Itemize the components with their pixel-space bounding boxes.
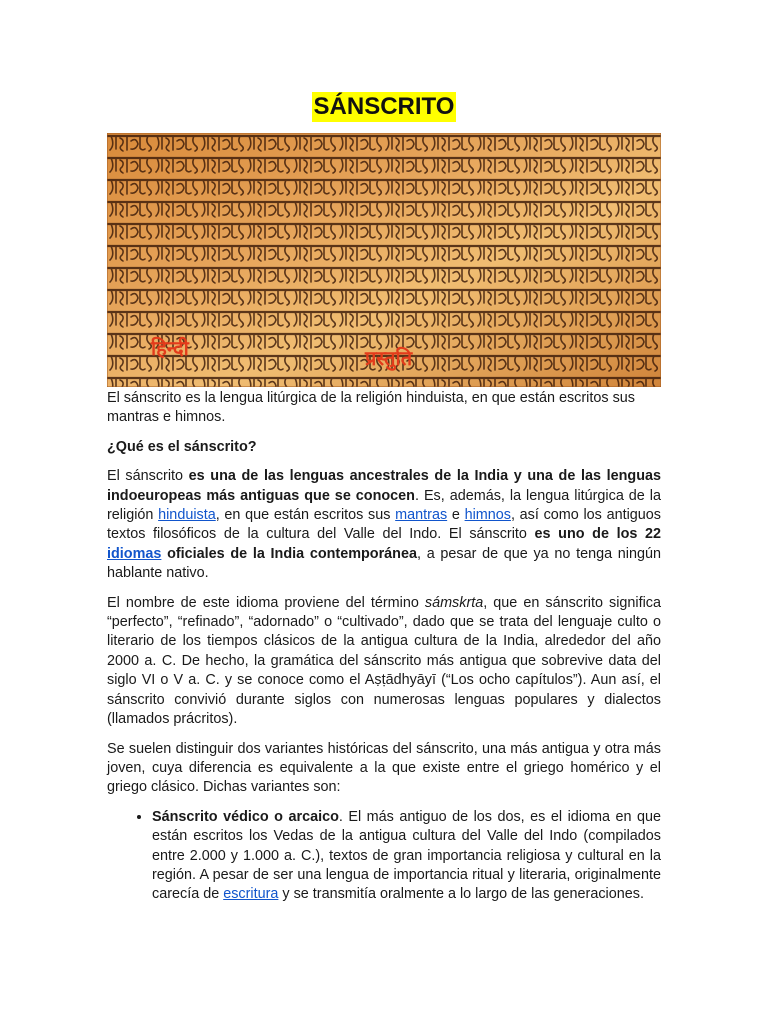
image-caption: El sánscrito es la lengua litúrgica de la religión hinduista, en que están escritos sus mantras e himnos. xyxy=(107,390,635,426)
p1-text-6: , a pesar de que ya no tenga ningún hablante nativo. xyxy=(107,545,662,582)
link-himnos[interactable]: himnos xyxy=(464,507,511,524)
li1-text-2: y se transmitía oralmente a lo largo de las generaciones. xyxy=(278,886,644,903)
manuscript-red-word-1: हिन्दी xyxy=(151,336,189,360)
p2-text-2: , que en sánscrito significa “perfecto”, “refinado”, “adornado” o “cultivado”, dado que se trata del lenguaje culto o literario de los tiempos clásicos de la antigua cultura de la India, alrededor del año 2000 a. C. De hecho, la gramática del sánscrito más antigua que sobrevive data del siglo VI o V a. C. y se conoce como el Aṣṭādhyāyī (“Los ocho capítulos”). Aun así, el sánscrito convivió durante siglos con numerosas lenguas populares y dialectos (llamados prácritos). xyxy=(107,594,661,728)
section-heading-text: ¿Qué es el sánscrito? xyxy=(107,438,257,455)
p1-bold-2: es uno de los 22 xyxy=(534,526,662,543)
link-hinduista[interactable]: hinduista xyxy=(158,507,216,524)
title-container xyxy=(0,92,768,122)
p1-text-1: El sánscrito xyxy=(107,468,189,485)
p2-italic-term: sámskrta xyxy=(424,594,484,611)
manuscript-red-word-2: प्रस्तुति xyxy=(365,346,413,370)
p1-bold-3: oficiales de la India contemporánea xyxy=(161,545,417,562)
list-item-vedic xyxy=(152,808,661,905)
variants-list xyxy=(107,808,661,905)
link-escritura[interactable]: escritura xyxy=(223,886,279,903)
p1-text-3: , en que están escritos sus xyxy=(215,507,396,524)
p1-text-5: , así como los antiguos textos filosóficos de la cultura del Valle del Indo. El sánscrito xyxy=(107,507,661,543)
paragraph-2 xyxy=(107,594,661,730)
li1-text-1: . El más antiguo de los dos, es el idioma en que están escritos los Vedas de la antigua cultura del Valle del Indo (compilados entre 2.000 y 1.000 a. C.), textos de gran importancia religiosa y cultural en la región. A pesar de ser una lengua de importancia ritual y literaria, originalmente carecía de xyxy=(152,808,661,903)
p1-text-2: . Es, además, la lengua litúrgica de la religión xyxy=(107,487,661,524)
p1-text-4: e xyxy=(447,507,465,524)
paragraph-3: Se suelen distinguir dos variantes históricas del sánscrito, una más antigua y otra más joven, cuya diferencia es equivalente a la que existe entre el griego homérico y el griego clásico. Dichas variantes son: xyxy=(107,740,661,796)
p2-text-1: El nombre de este idioma proviene del término xyxy=(107,594,425,611)
document-body xyxy=(107,389,661,905)
section-heading xyxy=(107,438,661,457)
paragraph-1 xyxy=(107,467,661,583)
p1-bold-1: es una de las lenguas ancestrales de la India y una de las lenguas indoeuropeas más antiguas que se conocen xyxy=(107,468,661,504)
li1-bold: Sánscrito védico o arcaico xyxy=(152,808,339,825)
link-mantras[interactable]: mantras xyxy=(395,507,448,524)
link-idiomas[interactable]: idiomas xyxy=(107,545,162,562)
sanskrit-manuscript-image xyxy=(107,133,661,387)
page-title: SÁNSCRITO xyxy=(313,93,455,120)
